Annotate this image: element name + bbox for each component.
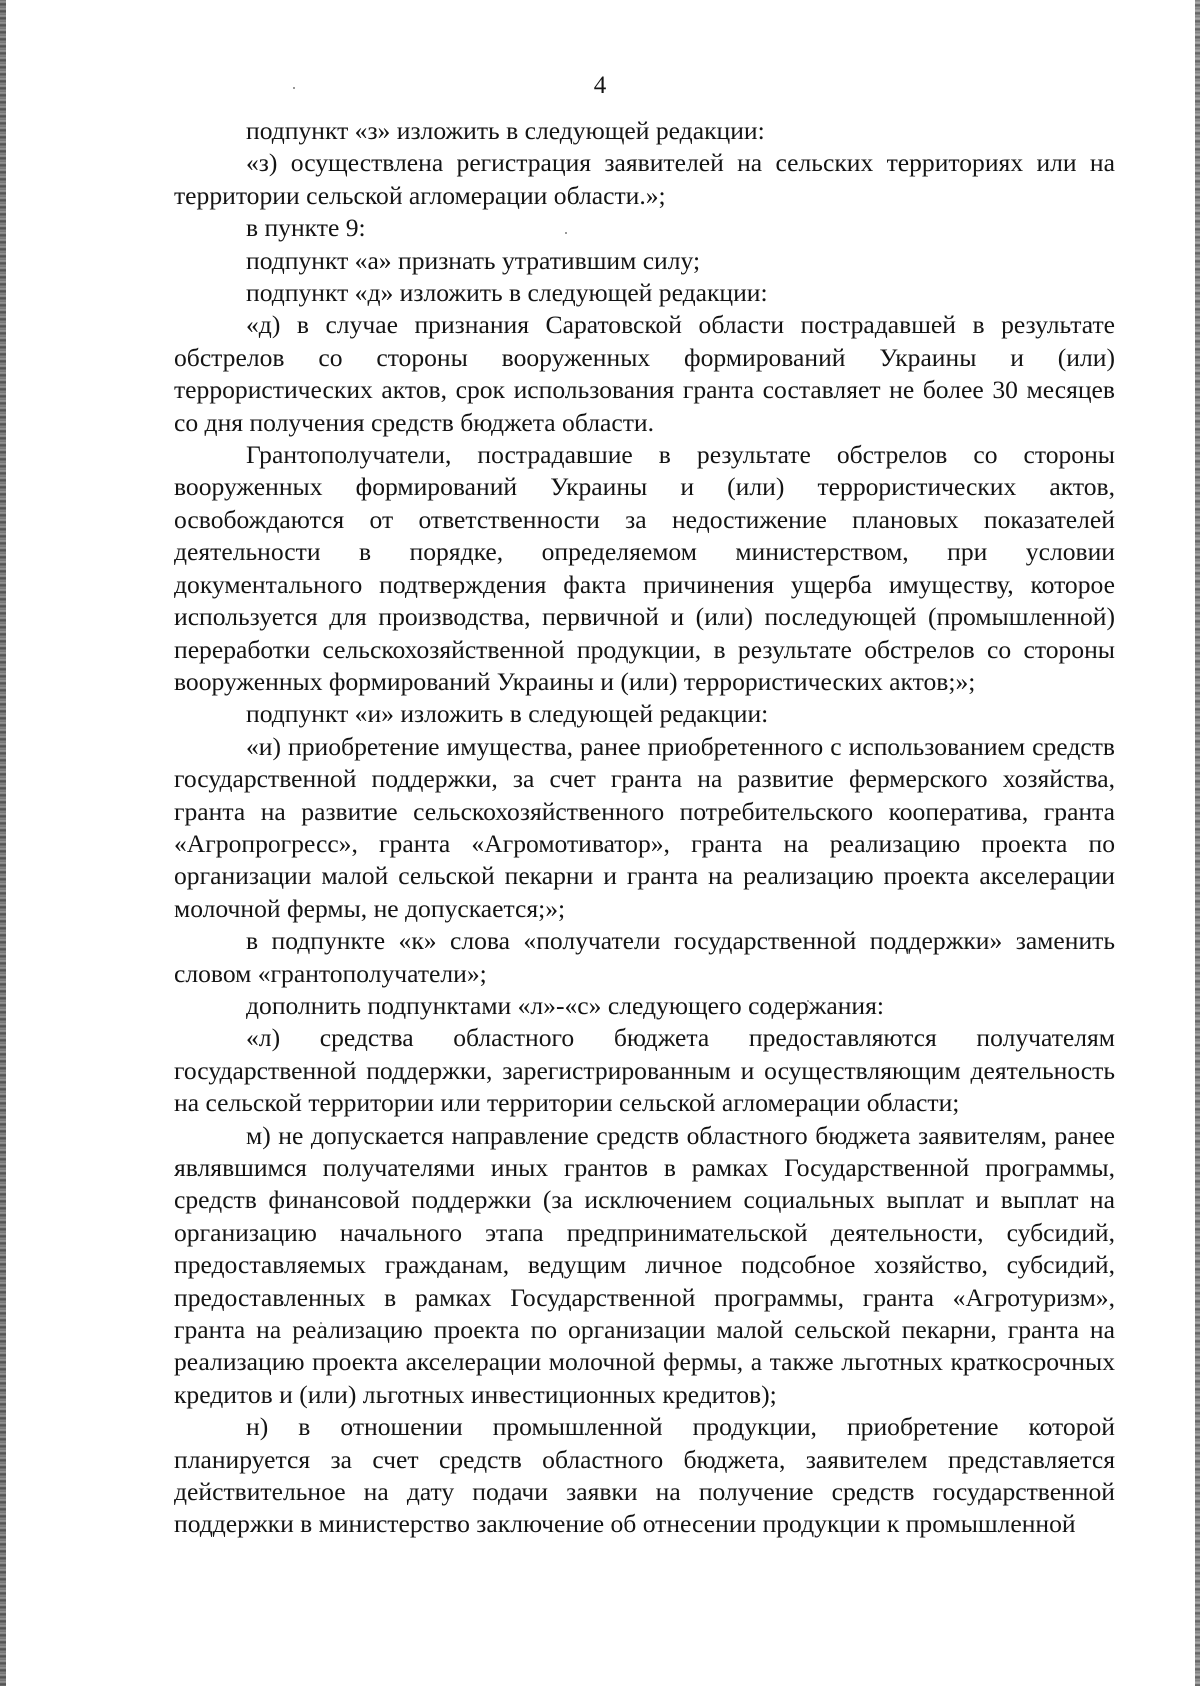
paragraph: Грантополучатели, пострадавшие в результате обстрелов со стороны вооруженных формирований Украины и (или) террористических актов, освобождаются от ответственности за недостижение плановых показателей деятельности в порядке, определяемом министерством, при условии документального подтверждения факта причинения ущерба имуществу, которое используется для производства, первичной и (или) последующей (промышленной) переработки сельскохозяйственной продукции, в результате обстрелов со стороны вооруженных формирований Украины и (или) террористических актов;»; <box>174 440 1115 696</box>
page-number: 4 <box>593 72 607 99</box>
paragraph: «л) средства областного бюджета предоставляются получателям государственной поддержки, зарегистрированным и осуществляющим деятельность на сельской территории или территории сельской агломерации области; <box>174 1023 1115 1118</box>
paragraph: подпункт «д» изложить в следующей редакции: <box>246 278 768 308</box>
paragraph: в подпункте «к» слова «получатели государственной поддержки» заменить словом «грантополучатели»; <box>174 926 1115 988</box>
paragraph: дополнить подпунктами «л»-«с» следующего содержания: <box>246 990 884 1020</box>
paragraph: подпункт «з» изложить в следующей редакции: <box>246 116 765 145</box>
paragraph: «з) осуществлена регистрация заявителей на сельских территориях или на территории сельской агломерации области.»; <box>174 148 1115 210</box>
scan-edge-right <box>1195 0 1200 1686</box>
document-body <box>174 115 1115 1541</box>
paragraph: н) в отношении промышленной продукции, приобретение которой планируется за счет средств областного бюджета, заявителем представляется действительное на дату подачи заявки на получение средств государственной поддержки в министерство заключение об отнесении продукции к промышленной <box>174 1412 1115 1539</box>
scan-edge-left <box>0 0 6 1686</box>
paragraph: м) не допускается направление средств областного бюджета заявителям, ранее являвшимся получателями иных грантов в рамках Государственной программы, средств финансовой поддержки (за исключением социальных выплат и выплат на организацию начального этапа предпринимательской деятельности, субсидий, предоставляемых гражданам, ведущим личное подсобное хозяйство, субсидий, предоставленных в рамках Государственной программы, гранта «Агротуризм», гранта на реализацию проекта по организации малой сельской пекарни, гранта на реализацию проекта акселерации молочной фермы, а также льготных краткосрочных кредитов и (или) льготных инвестиционных кредитов); <box>174 1120 1115 1409</box>
paragraph: подпункт «а» признать утратившим силу; <box>246 245 701 275</box>
paragraph: «и) приобретение имущества, ранее приобретенного с использованием средств государственной поддержки, за счет гранта на развитие фермерского хозяйства, гранта на развитие сельскохозяйственного потребительского кооператива, гранта «Агропрогресс», гранта «Агромотиватор», гранта на реализацию проекта по организации малой сельской пекарни и гранта на реализацию проекта акселерации молочной фермы, не допускается;»; <box>174 731 1115 923</box>
paragraph: «д) в случае признания Саратовской области пострадавшей в результате обстрелов со стороны вооруженных формирований Украины и (или) террористических актов, срок использования гранта составляет не более 30 месяцев со дня получения средств бюджета области. <box>174 310 1115 437</box>
paragraph: подпункт «и» изложить в следующей редакции: <box>246 699 769 729</box>
paragraph: в пункте 9: <box>246 213 366 243</box>
